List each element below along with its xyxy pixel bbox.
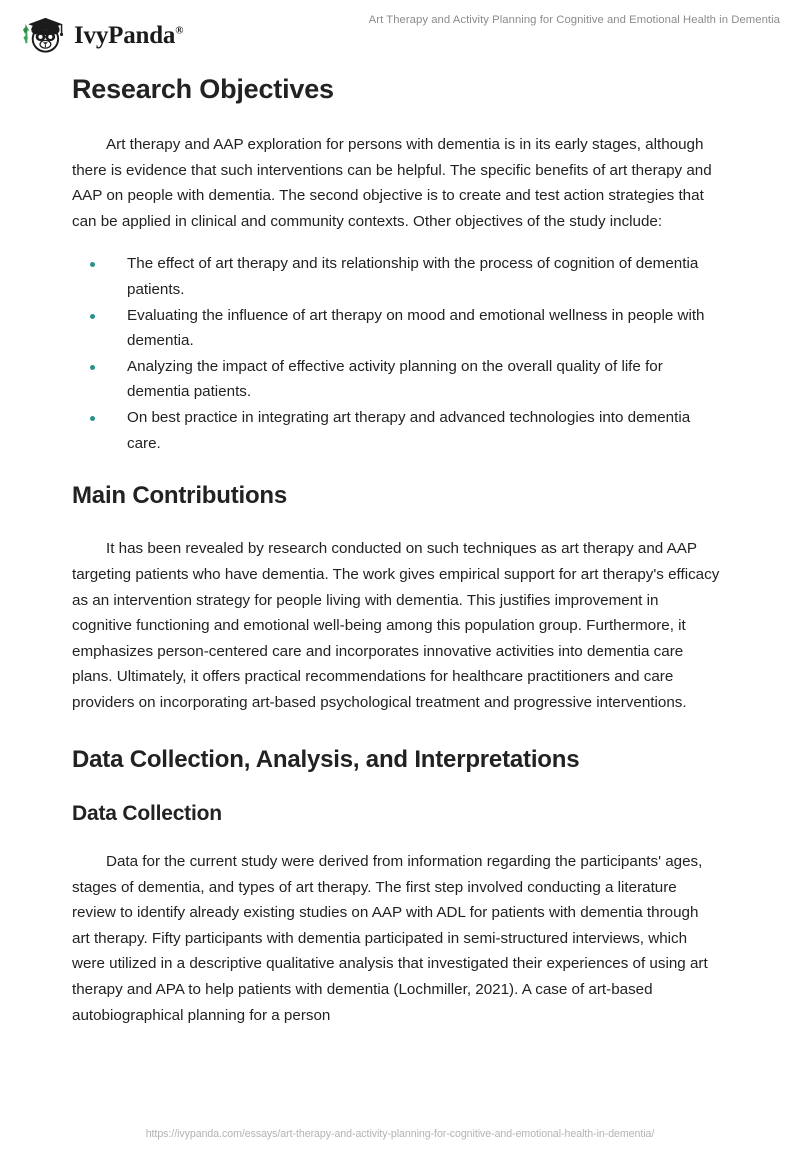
list-item: The effect of art therapy and its relationship with the process of cognition of dementia patients. — [72, 251, 720, 302]
page-header — [0, 0, 800, 66]
list-item: Evaluating the influence of art therapy on mood and emotional wellness in people with dementia. — [72, 303, 720, 354]
paragraph-research-objectives: Art therapy and AAP exploration for persons with dementia is in its early stages, although there is evidence that such interventions can be helpful. The specific benefits of art therapy and AAP on people with dementia. The second objective is to create and test action strategies that can be applied in clinical and community contexts. Other objectives of the study include: — [72, 136, 712, 230]
research-objectives-list — [72, 251, 720, 456]
ivypanda-panda-logo-icon — [17, 11, 67, 56]
paragraph-main-contributions: It has been revealed by research conducted on such techniques as art therapy and AAP targeting patients who have dementia. The work gives empirical support for art therapy's efficacy as an intervention strategy for people living with dementia. This justifies improvement in cognitive functioning and emotional well-being among this population group. Furthermore, it emphasizes person-centered care and incorporates innovative activities into dementia care plans. Ultimately, it offers practical recommendations for healthcare practitioners and care providers on incorporating art-based psychological treatment and progressive interventions. — [72, 540, 720, 711]
list-item: On best practice in integrating art therapy and advanced technologies into dementia care. — [72, 405, 720, 456]
brand-name: IvyPanda® — [74, 22, 184, 49]
subsection-heading-data-collection: Data Collection — [72, 801, 222, 825]
document-body — [72, 72, 720, 1028]
registered-trademark-icon: ® — [175, 24, 184, 37]
page-footer — [0, 1120, 800, 1160]
section-heading-research-objectives: Research Objectives — [72, 74, 334, 104]
section-heading-data-collection-analysis: Data Collection, Analysis, and Interpretations — [72, 745, 580, 773]
source-url-link[interactable]: https://ivypanda.com/essays/art-therapy-and-activity-planning-for-cognitive-and-emotional-health-in-dementia/ — [145, 1128, 655, 1140]
section-heading-main-contributions: Main Contributions — [72, 482, 288, 510]
brand-logo[interactable] — [17, 11, 183, 56]
running-head-title: Art Therapy and Activity Planning for Cognitive and Emotional Health in Dementia — [368, 14, 780, 26]
paragraph-data-collection: Data for the current study were derived from information regarding the participants' ages, stages of dementia, and types of art therapy. The first step involved conducting a literature review to identify already existing studies on AAP with ADL for patients with dementia through art therapy. Fifty participants with dementia participated in semi-structured interviews, which were utilized in a descriptive qualitative analysis that investigated their experiences of using art therapy and APA to help patients with dementia (Lochmiller, 2021). A case of art-based autobiographical planning for a person — [72, 853, 708, 1024]
list-item: Analyzing the impact of effective activity planning on the overall quality of life for dementia patients. — [72, 354, 720, 405]
